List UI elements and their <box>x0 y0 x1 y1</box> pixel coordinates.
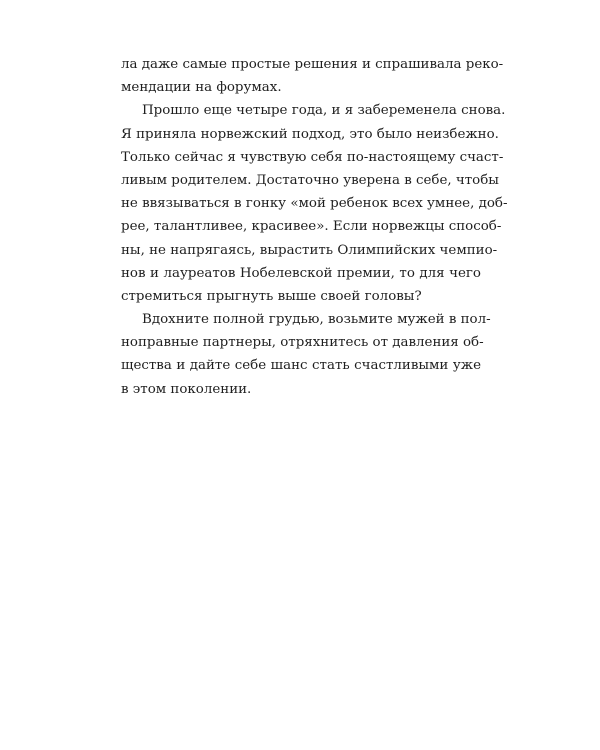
text-line: Только сейчас я чувствую себя по-настоящему счаст- <box>121 149 504 165</box>
text-line: нов и лауреатов Нобелевской премии, то для чего <box>121 265 481 281</box>
text-line: стремиться прыгнуть выше своей головы? <box>121 288 422 304</box>
text-line: Я приняла норвежский подход, это было неизбежно. <box>121 126 499 142</box>
text-line: не ввязываться в гонку «мой ребенок всех умнее, доб- <box>121 196 508 212</box>
text-line: Вдохните полной грудью, возьмите мужей в пол- <box>142 312 491 328</box>
text-line: ливым родителем. Достаточно уверена в себе, чтобы <box>121 172 499 188</box>
text-line: Прошло еще четыре года, и я забеременела снова. <box>142 103 506 119</box>
text-line: ла даже самые простые решения и спрашивала реко- <box>121 57 504 72</box>
text-line: ноправные партнеры, отряхнитесь от давления об- <box>121 335 484 351</box>
text-line: щества и дайте себе шанс стать счастливыми уже <box>121 358 481 374</box>
body-text <box>121 53 508 401</box>
text-line: в этом поколении. <box>121 381 252 397</box>
text-line: рее, талантливее, красивее». Если норвежцы способ- <box>121 219 502 235</box>
text-line: ны, не напрягаясь, вырастить Олимпийских чемпио- <box>121 242 498 258</box>
text-line: мендации на форумах. <box>121 80 282 96</box>
